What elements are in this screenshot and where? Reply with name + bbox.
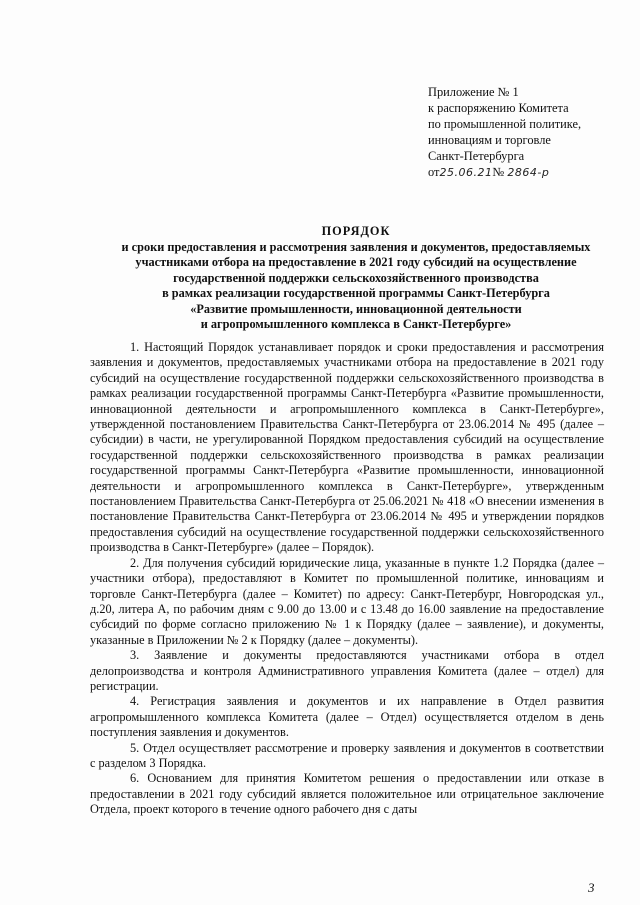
annex-line-2: к распоряжению Комитета (428, 101, 569, 115)
annex-line-3: по промышленной политике, (428, 117, 582, 131)
annex-line-5: Санкт-Петербурга (428, 149, 525, 163)
number-value: 2864-р (507, 166, 550, 179)
title-line: и сроки предоставления и рассмотрения заявления и документов, предоставляемых (121, 239, 591, 254)
paragraph-2: 2. Для получения субсидий юридические лица, указанные в пункте 1.2 Порядка (далее – участники отбора), предоставляют в Комитет по промышленной политике, инновациям и торговле Санкт-Петербурга (далее – Комитет) по адресу: Санкт-Петербург, Новгородская ул., д.20, литера А, по рабочим дням с 9.00 до 13.00 и с 13.48 до 16.00 заявление на предоставление субсидий по форме согласно приложению № 1 к Порядку (далее – заявление), и документы, указанные в Приложении № 2 к Порядку (далее – документы). (90, 555, 604, 647)
title-line: и агропромышленного комплекса в Санкт-Петербурге» (200, 317, 512, 331)
paragraph-4: 4. Регистрация заявления и документов и их направление в Отдел развития агропромышленного комплекса Комитета (далее – Отдел) осуществляется отделом в день поступления заявления и документов. (90, 694, 604, 740)
paragraph-3: 3. Заявление и документы предоставляются участниками отбора в отдел делопроизводства и контроля Административного управления Комитета (далее – отдел) для регистрации. (90, 648, 604, 693)
title-main: ПОРЯДОК (321, 224, 391, 238)
annex-block (428, 84, 628, 181)
paragraph-6: 6. Основанием для принятия Комитетом решения о предоставлении или отказе в предоставлении в 2021 году субсидий является положительное или отрицательное заключение Отдела, проект которого в течение одного рабочего дня с даты (90, 771, 604, 817)
title-line: «Развитие промышленности, инновационной деятельности (190, 301, 522, 316)
paragraph-5: 5. Отдел осуществляет рассмотрение и проверку заявления и документов в соответствии с разделом 3 Порядка. (90, 740, 604, 770)
title-line: государственной поддержки сельскохозяйственного производства (173, 270, 539, 285)
document-body (90, 340, 604, 818)
date-prefix: от (428, 165, 440, 179)
date-value: 25.06.21 (439, 166, 493, 179)
title-line: участниками отбора на предоставление в 2021 году субсидий на осуществление (135, 255, 577, 269)
title-line: в рамках реализации государственной программы Санкт-Петербурга (162, 286, 550, 300)
annex-line-4: инновациям и торговле (428, 133, 551, 147)
annex-line-1: Приложение № 1 (428, 85, 519, 99)
number-prefix: № (492, 165, 505, 179)
page-number: 3 (588, 880, 595, 895)
annex-date-line (428, 164, 628, 181)
paragraph-1: 1. Настоящий Порядок устанавливает порядок и сроки предоставления и рассмотрения заявления и документов, предоставляемых участниками отбора на предоставление в 2021 году субсидий на осуществление государственной поддержки сельскохозяйственного производства в рамках реализации государственной программы Санкт-Петербурга «Развитие промышленности, инновационной деятельности и агропромышленного комплекса в Санкт-Петербурге», утвержденной постановлением Правительства Санкт-Петербурга от 23.06.2014 № 495 (далее – субсидии) в части, не урегулированной Порядком предоставления субсидий на осуществление государственной поддержки сельскохозяйственного производства в рамках реализации государственной программы Санкт-Петербурга «Развитие промышленности, инновационной деятельности и агропромышленного комплекса в Санкт-Петербурге», утвержденным постановлением Правительства Санкт-Петербурга от 25.06.2021 № 418 «О внесении изменения в постановление Правительства Санкт-Петербурга от 23.06.2014 № 495 и утверждении порядков предоставления субсидий на осуществление государственной поддержки сельскохозяйственного производства в Санкт-Петербурге» (далее – Порядок). (90, 340, 604, 555)
document-title (88, 224, 624, 333)
